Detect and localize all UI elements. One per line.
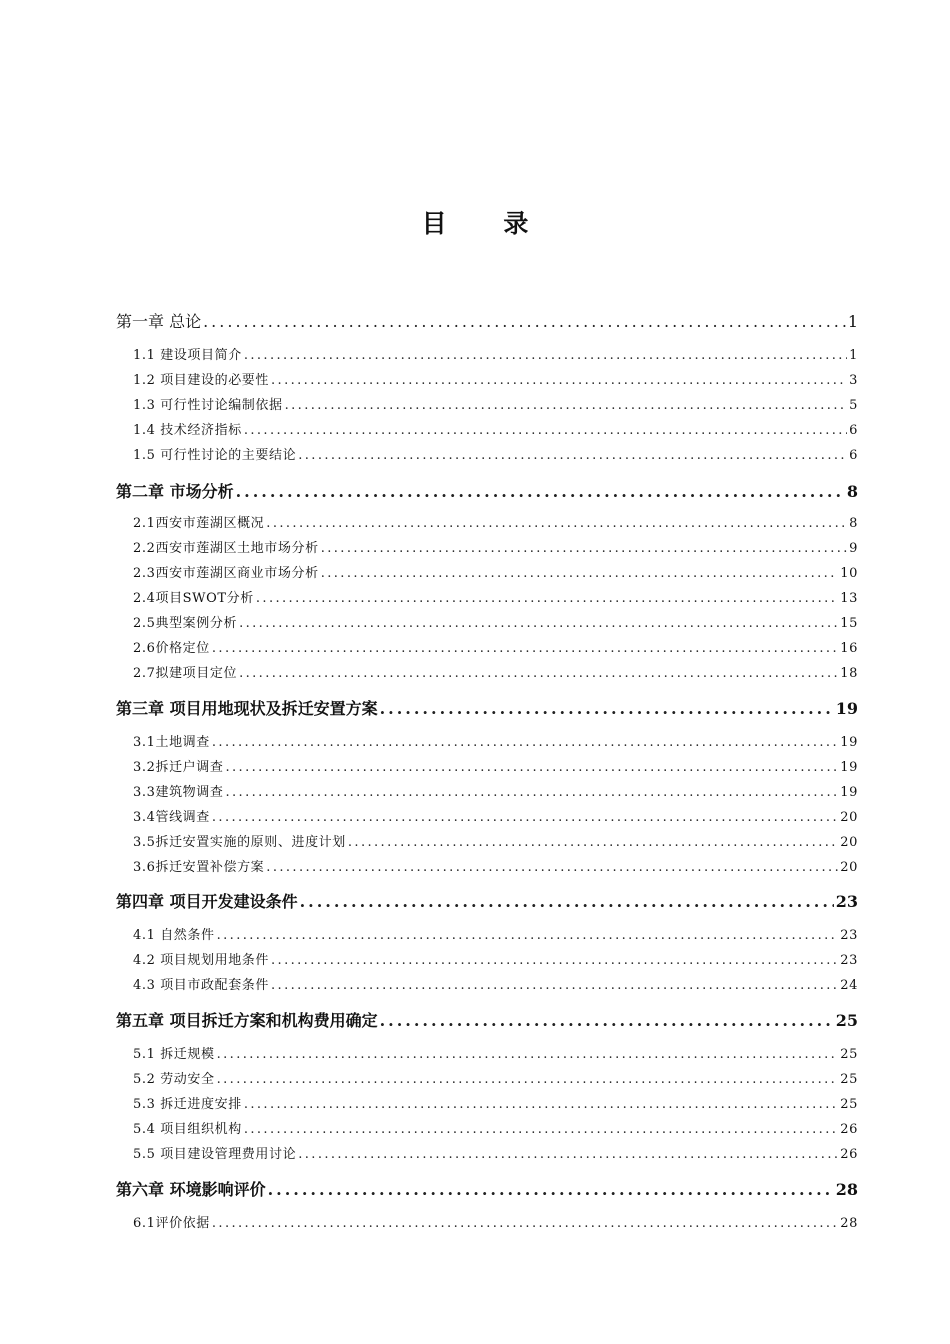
toc-section-entry[interactable] (133, 974, 858, 993)
toc-section-entry[interactable] (133, 662, 858, 681)
toc-entry-label: 3.3建筑物调查 (133, 785, 224, 800)
toc-section-entry[interactable] (133, 637, 858, 656)
dot-leader (225, 760, 838, 775)
toc-page-number: 25 (840, 1047, 858, 1062)
toc-section-entry[interactable] (133, 394, 858, 413)
toc-page-number: 20 (840, 835, 858, 850)
dot-leader (203, 312, 846, 331)
toc-page-number: 28 (840, 1216, 858, 1231)
toc-chapter-entry[interactable] (116, 1008, 858, 1031)
toc-section-entry[interactable] (133, 924, 858, 943)
toc-entry-label: 6.1评价依据 (133, 1216, 210, 1231)
toc-section-entry[interactable] (133, 1118, 858, 1137)
dot-leader (285, 398, 848, 413)
toc-page-number: 25 (840, 1072, 858, 1087)
toc-section-entry[interactable] (133, 1212, 858, 1231)
toc-entry-label: 3.6拆迁安置补偿方案 (133, 860, 265, 875)
toc-entry-label: 第一章 总论 (116, 312, 202, 331)
toc-entry-label: 5.5 项目建设管理费用讨论 (133, 1147, 297, 1162)
toc-entry-label: 5.2 劳动安全 (133, 1072, 215, 1087)
toc-entry-label: 1.1 建设项目简介 (133, 348, 242, 363)
toc-section-entry[interactable] (133, 512, 858, 531)
toc-page-number: 19 (840, 785, 858, 800)
toc-section-entry[interactable] (133, 756, 858, 775)
toc-page-number: 8 (849, 516, 858, 531)
toc-page-number: 5 (849, 398, 858, 413)
toc-page-number: 23 (840, 953, 858, 968)
toc-page-number: 1 (849, 348, 858, 363)
toc-section-entry[interactable] (133, 444, 858, 463)
toc-entry-label: 3.5拆迁安置实施的原则、进度计划 (133, 835, 346, 850)
dot-leader (239, 616, 838, 631)
dot-leader (271, 953, 838, 968)
toc-page-number: 26 (840, 1147, 858, 1162)
toc-entry-label: 第三章 项目用地现状及拆迁安置方案 (116, 699, 378, 718)
toc-section-entry[interactable] (133, 781, 858, 800)
dot-leader (266, 860, 838, 875)
toc-page-number: 28 (835, 1180, 858, 1199)
toc-page-number: 19 (840, 735, 858, 750)
dot-leader (298, 448, 847, 463)
dot-leader (212, 1216, 838, 1231)
toc-section-entry[interactable] (133, 612, 858, 631)
toc-entry-label: 1.2 项目建设的必要性 (133, 373, 270, 388)
toc-entry-label: 第二章 市场分析 (116, 482, 234, 501)
toc-entry-label: 第四章 项目开发建设条件 (116, 892, 298, 911)
toc-page-number: 26 (840, 1122, 858, 1137)
toc-page-number: 23 (835, 892, 858, 911)
dot-leader (244, 1122, 838, 1137)
toc-section-entry[interactable] (133, 1093, 858, 1112)
toc-page-number: 10 (840, 566, 858, 581)
toc-section-entry[interactable] (133, 419, 858, 438)
dot-leader (225, 785, 838, 800)
dot-leader (212, 641, 838, 656)
dot-leader (268, 1180, 834, 1199)
toc-entry-label: 4.2 项目规划用地条件 (133, 953, 270, 968)
toc-entry-label: 5.1 拆迁规模 (133, 1047, 215, 1062)
toc-entry-label: 1.4 技术经济指标 (133, 423, 242, 438)
toc-chapter-entry[interactable] (116, 309, 858, 332)
toc-page-number: 6 (849, 423, 858, 438)
toc-chapter-entry[interactable] (116, 696, 858, 719)
dot-leader (256, 591, 838, 606)
dot-leader (271, 978, 838, 993)
toc-page-number: 23 (840, 928, 858, 943)
toc-page-number: 20 (840, 860, 858, 875)
toc-entry-label: 第六章 环境影响评价 (116, 1180, 266, 1199)
toc-entry-label: 2.1西安市莲湖区概况 (133, 516, 265, 531)
toc-entry-label: 3.2拆迁户调查 (133, 760, 224, 775)
toc-page-number: 13 (840, 591, 858, 606)
toc-page-number: 1 (847, 312, 858, 331)
toc-page-number: 24 (840, 978, 858, 993)
toc-entry-label: 3.4管线调查 (133, 810, 210, 825)
toc-entry-label: 2.7拟建项目定位 (133, 666, 238, 681)
dot-leader (244, 1097, 838, 1112)
toc-page-number: 20 (840, 810, 858, 825)
toc-chapter-entry[interactable] (116, 889, 858, 912)
toc-section-entry[interactable] (133, 1043, 858, 1062)
toc-section-entry[interactable] (133, 587, 858, 606)
toc-entry-label: 1.3 可行性讨论编制依据 (133, 398, 283, 413)
dot-leader (348, 835, 838, 850)
toc-entry-label: 2.6价格定位 (133, 641, 210, 656)
toc-entry-label: 第五章 项目拆迁方案和机构费用确定 (116, 1011, 378, 1030)
dot-leader (380, 1011, 834, 1030)
toc-page-number: 19 (835, 699, 858, 718)
toc-section-entry[interactable] (133, 731, 858, 750)
dot-leader (212, 735, 838, 750)
toc-section-entry[interactable] (133, 344, 858, 363)
dot-leader (217, 1072, 839, 1087)
toc-title: 目 录 (421, 209, 553, 238)
toc-page-number: 9 (849, 541, 858, 556)
toc-section-entry[interactable] (133, 562, 858, 581)
toc-entry-label: 2.2西安市莲湖区土地市场分析 (133, 541, 319, 556)
dot-leader (212, 810, 838, 825)
toc-entry-label: 4.3 项目市政配套条件 (133, 978, 270, 993)
toc-entry-label: 5.4 项目组织机构 (133, 1122, 242, 1137)
toc-entry-label: 2.5典型案例分析 (133, 616, 238, 631)
toc-entry-label: 3.1土地调查 (133, 735, 210, 750)
dot-leader (298, 1147, 838, 1162)
dot-leader (236, 482, 845, 501)
toc-section-entry[interactable] (133, 806, 858, 825)
toc-entry-label: 2.4项目SWOT分析 (133, 591, 254, 606)
toc-page-number: 25 (840, 1097, 858, 1112)
toc-page-number: 15 (840, 616, 858, 631)
toc-page-number: 25 (835, 1011, 858, 1030)
toc-page-number: 19 (840, 760, 858, 775)
toc-section-entry[interactable] (133, 949, 858, 968)
dot-leader (244, 423, 847, 438)
toc-entry-label: 2.3西安市莲湖区商业市场分析 (133, 566, 319, 581)
dot-leader (321, 566, 839, 581)
toc-section-entry[interactable] (133, 1068, 858, 1087)
toc-page-number: 3 (849, 373, 858, 388)
toc-page-number: 16 (840, 641, 858, 656)
toc-page-number: 18 (840, 666, 858, 681)
toc-page-number: 8 (846, 482, 858, 501)
toc-entry-label: 1.5 可行性讨论的主要结论 (133, 448, 297, 463)
dot-leader (271, 373, 847, 388)
dot-leader (239, 666, 838, 681)
toc-page-number: 6 (849, 448, 858, 463)
toc-section-entry[interactable] (133, 831, 858, 850)
dot-leader (300, 892, 834, 911)
toc-section-entry[interactable] (133, 537, 858, 556)
dot-leader (266, 516, 847, 531)
toc-entry-label: 4.1 自然条件 (133, 928, 215, 943)
dot-leader (321, 541, 847, 556)
toc-section-entry[interactable] (133, 369, 858, 388)
dot-leader (244, 348, 847, 363)
dot-leader (217, 928, 839, 943)
toc-chapter-entry[interactable] (116, 479, 858, 502)
toc-section-entry[interactable] (133, 1143, 858, 1162)
toc-entry-label: 5.3 拆迁进度安排 (133, 1097, 242, 1112)
dot-leader (217, 1047, 839, 1062)
toc-section-entry[interactable] (133, 856, 858, 875)
dot-leader (380, 699, 834, 718)
toc-chapter-entry[interactable] (116, 1177, 858, 1200)
